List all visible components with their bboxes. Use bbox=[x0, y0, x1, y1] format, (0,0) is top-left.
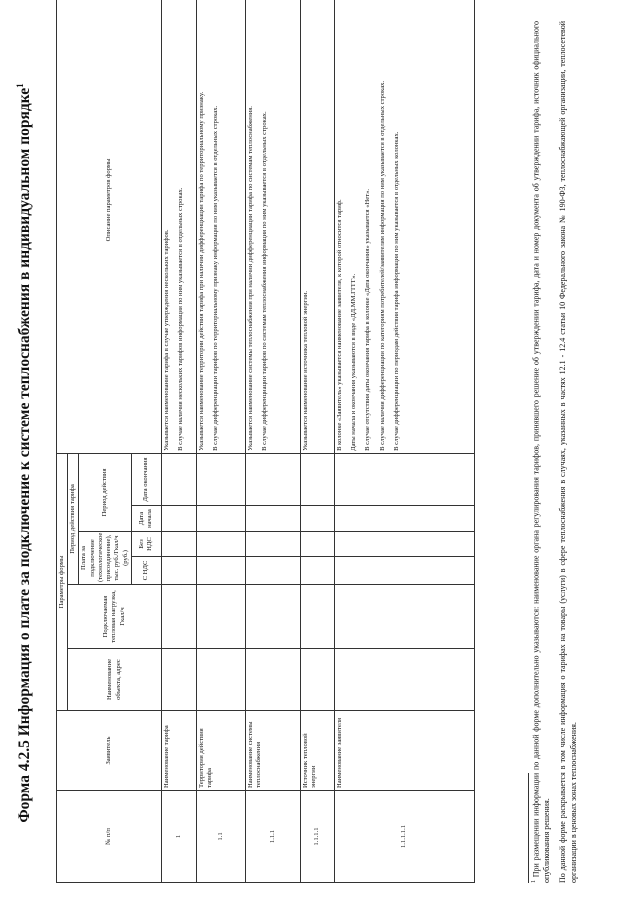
header-end: Дата окончания bbox=[131, 453, 161, 505]
table-row bbox=[300, 0, 334, 883]
footnote-divider bbox=[528, 773, 529, 883]
footnote bbox=[531, 21, 552, 883]
footnote-mark: 1 bbox=[531, 880, 537, 883]
footnote-text: При размещении информации по данной форме дополнительно указываются: наименование органа регулирования тарифов, принявшего решение об утверждении тарифа, дата и номер документа об утверждении тарифа, источник официального опубликования решения. bbox=[531, 21, 552, 883]
description-paragraph: В случае дифференциации по периодам действия тарифа информация по ним указывается в отдельных колонках. bbox=[392, 131, 400, 451]
header-fee-vat: С НДС bbox=[131, 557, 161, 585]
footnote bbox=[558, 21, 579, 883]
row-number: 1 bbox=[161, 791, 196, 883]
row-number: 1.1.1 bbox=[245, 791, 300, 883]
row-number: 1.1.1.1 bbox=[300, 791, 334, 883]
footnote-text: По данной форме раскрывается в том числе информация о тарифах на товары (услуги) в сфере теплоснабжения в случаях, указанных в частях 12.1 - 12.4 статьи 10 Федерального закона № 190-ФЗ, теплоснабжающей организации, теплосетевой организации в ценовых зонах теплоснабжения. bbox=[558, 21, 578, 883]
title-text: Форма 4.2.5 Информация о плате за подключение к системе теплоснабжения в индивидуальном порядке bbox=[16, 87, 34, 823]
description-paragraph: В случае наличия нескольких тарифов информация по ним указывается в отдельных строках. bbox=[177, 187, 185, 451]
footnotes bbox=[531, 21, 585, 883]
header-applicant: Заявитель bbox=[57, 711, 162, 791]
form-table bbox=[56, 0, 475, 883]
description-paragraph: Указывается наименование системы теплоснабжения при наличии дифференциации тарифа по системам теплоснабжения. bbox=[246, 106, 254, 451]
header-load: Подключаемая тепловая нагрузка, Гкал/ч bbox=[68, 585, 162, 649]
row-label: Наименование системы теплоснабжения bbox=[245, 711, 300, 791]
row-label: Наименование заявителя bbox=[334, 711, 474, 791]
row-description bbox=[300, 0, 334, 453]
row-number: 1.1 bbox=[196, 791, 245, 883]
row-number: 1.1.1.1.1 bbox=[334, 791, 474, 883]
description-paragraph: Указывается наименование тарифа в случае утверждения нескольких тарифов. bbox=[162, 229, 170, 451]
header-fee: Плата за подключение (технологическое присоединение), тыс. руб./Гкал/ч (руб.) bbox=[79, 532, 131, 585]
description-paragraph: В колонке «Заявитель» указывается наименование заявителя, к которой относится тариф. bbox=[335, 199, 343, 451]
row-description bbox=[245, 0, 300, 453]
page-title bbox=[6, 13, 34, 893]
row-label: Территория действия тарифа bbox=[196, 711, 245, 791]
header-num: № п/п bbox=[57, 791, 162, 883]
description-paragraph: Указывается наименование источника тепловой энергии. bbox=[301, 290, 309, 451]
row-description bbox=[161, 0, 196, 453]
description-paragraph: В случае дифференциации тарифов по системам теплоснабжения информация по ним указывается в отдельных строках. bbox=[261, 111, 269, 451]
title-footnote-mark: 1 bbox=[15, 83, 25, 88]
header-form-params: Параметры формы bbox=[57, 453, 68, 710]
header-start: Дата начала bbox=[131, 506, 161, 532]
row-label: Источник тепловой энергии bbox=[300, 711, 334, 791]
description-paragraph: В случае наличия дифференциации по категориям потребителей/заявителям информация по ним указывается в отдельных строках. bbox=[378, 80, 386, 451]
row-description bbox=[196, 0, 245, 453]
header-period: Период действия bbox=[79, 453, 131, 531]
table-row bbox=[196, 0, 245, 883]
header-object-name: Наименование объекта, адрес bbox=[68, 649, 162, 711]
header-description: Описание параметров формы bbox=[57, 0, 162, 453]
row-description bbox=[334, 0, 474, 453]
header-validity: Период действия тарифа bbox=[68, 453, 79, 584]
header-fee-novat: Без НДС bbox=[131, 532, 161, 557]
description-paragraph: Даты начала и окончания указываются в виде «ДД.ММ.ГГГГ». bbox=[350, 273, 358, 451]
table-row bbox=[334, 0, 474, 883]
description-paragraph: Указывается наименование территории действия тарифа при наличии дифференциации тарифа по территориальному признаку. bbox=[197, 91, 205, 451]
row-label: Наименование тарифа bbox=[161, 711, 196, 791]
table-row bbox=[161, 0, 196, 883]
table-row bbox=[245, 0, 300, 883]
description-paragraph: В случае дифференциации тарифов по территориальному признаку информация по ним указывается в отдельных строках. bbox=[212, 105, 220, 451]
description-paragraph: В случае отсутствия даты окончания тарифа в колонке «Дата окончания» указывается «Нет». bbox=[364, 188, 372, 451]
